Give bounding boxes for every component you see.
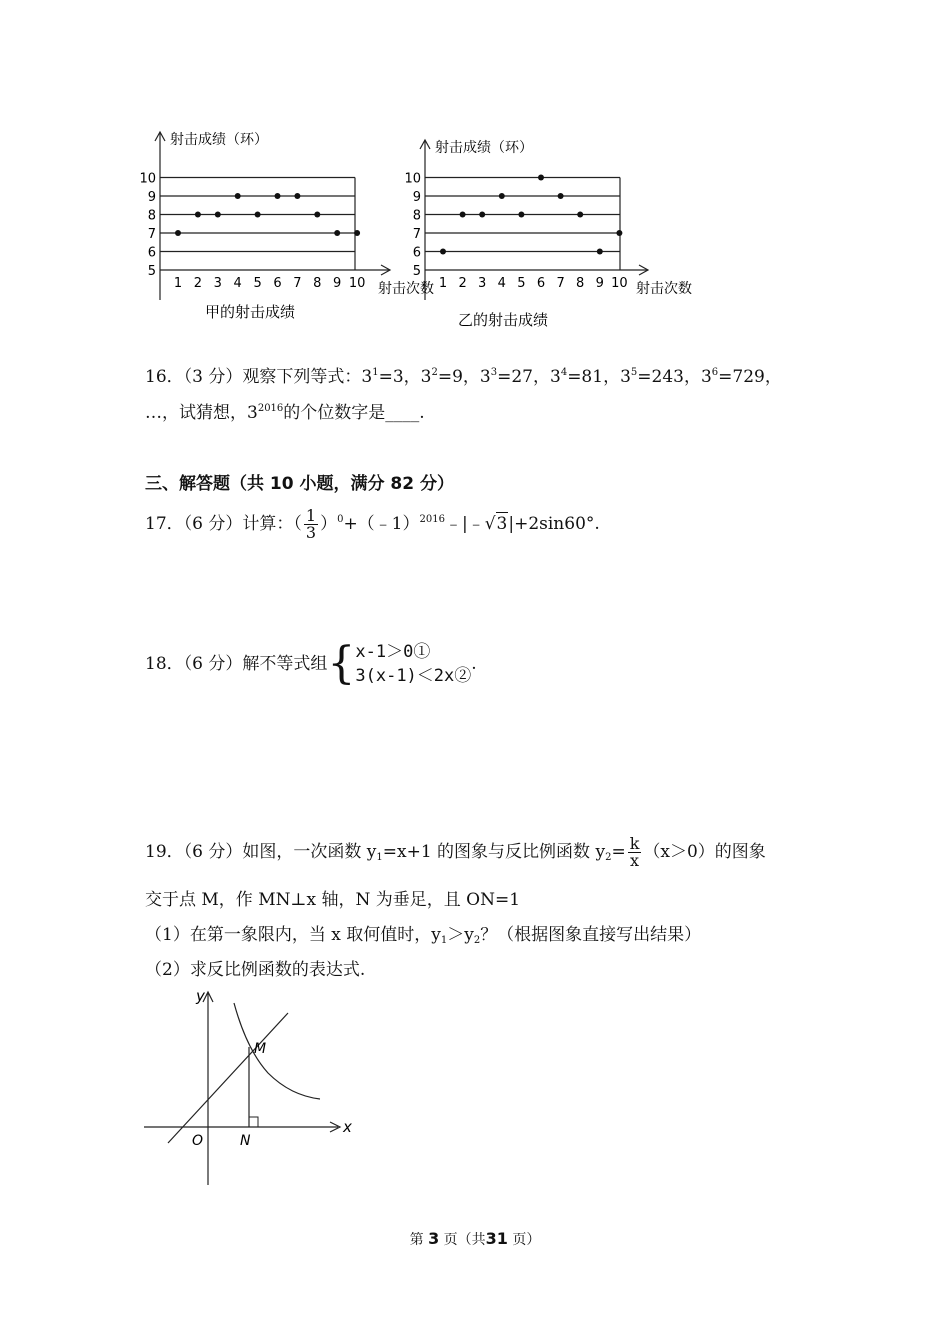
point-n-label: N bbox=[240, 1133, 251, 1149]
data-point bbox=[597, 249, 603, 255]
data-point bbox=[460, 212, 466, 218]
question-16: 16．（3 分）观察下列等式：$3^1=3$，$3^2=9$，$3^3=27$，$3^4=81$，$3^5=243$，$3^6=729$， bbox=[145, 367, 782, 387]
x-tick-label: 8 bbox=[313, 276, 322, 291]
q16-number: 16． bbox=[145, 367, 184, 387]
q17-fraction: $\frac{1}{3}$ bbox=[305, 506, 317, 542]
y-axis-title: 射击成绩（环） bbox=[170, 132, 268, 148]
q19-part1: （1）在第一象限内，当 x 取何值时，$y_1>y_2$？（根据图象直接写出结果） bbox=[145, 925, 702, 946]
q19-fraction: $\frac{k}{x}$ bbox=[629, 834, 640, 870]
question-16-line2 bbox=[145, 398, 425, 424]
x-tick-label: 5 bbox=[253, 276, 262, 291]
question-18: 18．（6 分）解不等式组{ x-1＞0① 3(x-1)＜2x② . bbox=[145, 638, 477, 689]
x-tick-label: 2 bbox=[193, 276, 203, 291]
page-total: 31 bbox=[485, 1229, 508, 1248]
data-point bbox=[314, 212, 320, 218]
y-tick-label: 6 bbox=[147, 245, 156, 261]
page-footer: 第 3 页（共31 页） bbox=[409, 1229, 541, 1248]
data-point bbox=[499, 193, 505, 199]
x-tick-label: 10 bbox=[611, 276, 628, 291]
data-point bbox=[195, 212, 201, 218]
data-point bbox=[440, 249, 446, 255]
y-tick-label: 9 bbox=[412, 190, 421, 205]
q17-number: 17． bbox=[145, 514, 184, 534]
data-point bbox=[479, 212, 485, 218]
x-tick-label: 5 bbox=[517, 276, 526, 291]
q19-number: 19． bbox=[145, 842, 184, 862]
x-tick-label: 4 bbox=[497, 276, 506, 291]
q18-number: 18． bbox=[145, 654, 184, 674]
y-tick-label: 7 bbox=[147, 227, 156, 242]
data-point bbox=[294, 193, 300, 199]
data-point bbox=[255, 212, 261, 218]
x-axis-title: 射击次数 bbox=[378, 281, 434, 297]
x-tick-label: 2 bbox=[458, 276, 467, 291]
data-point bbox=[538, 175, 544, 181]
question-19: 19．（6 分）如图，一次函数 $y_1=x+1$ 的图象与反比例函数 $y_2=$ $\frac{k}{x}$ （x＞0）的图象 bbox=[145, 834, 766, 870]
data-point bbox=[215, 212, 221, 218]
y-tick-label: 8 bbox=[412, 208, 421, 224]
q19-part2: （2）求反比例函数的表达式. bbox=[145, 960, 366, 980]
x-tick-label: 7 bbox=[556, 276, 565, 291]
shooting-charts bbox=[0, 0, 950, 340]
y-tick-label: 7 bbox=[412, 227, 421, 242]
q16-points: （3 分）观察下列等式： bbox=[183, 367, 362, 387]
chart-caption: 乙的射击成绩 bbox=[458, 311, 549, 329]
chart-caption: 甲的射击成绩 bbox=[205, 303, 296, 321]
x-tick-label: 9 bbox=[333, 276, 342, 291]
page-number: 3 bbox=[428, 1229, 440, 1248]
question-17: 17．（6 分）计算：（ $\frac{1}{3}$ ）$^0$+（﹣1）$^{2016}$﹣|﹣√3|+2sin60°. bbox=[145, 506, 600, 542]
data-point bbox=[275, 193, 281, 199]
data-point bbox=[518, 212, 524, 218]
x-tick-label: 1 bbox=[438, 276, 448, 291]
data-point bbox=[175, 230, 181, 236]
x-tick-label: 3 bbox=[213, 276, 222, 291]
x-tick-label: 4 bbox=[233, 276, 242, 291]
x-axis-label: x bbox=[343, 1118, 352, 1136]
data-point bbox=[334, 230, 340, 236]
q16-text-b: 的个位数字是____. bbox=[283, 403, 425, 423]
y-tick-label: 5 bbox=[412, 264, 421, 279]
y-axis-label: y bbox=[196, 987, 205, 1005]
y-tick-label: 5 bbox=[147, 264, 156, 279]
q16-exponent: 2016 bbox=[257, 403, 284, 414]
y-tick-label: 9 bbox=[147, 190, 156, 205]
x-tick-label: 6 bbox=[536, 276, 546, 291]
origin-label: O bbox=[192, 1133, 204, 1149]
chart-jia bbox=[139, 131, 434, 321]
x-tick-label: 3 bbox=[478, 276, 487, 291]
q16-text-a: …，试猜想，3 bbox=[145, 403, 258, 423]
y-tick-label: 10 bbox=[139, 171, 156, 187]
chart-yi bbox=[404, 139, 692, 329]
q19-line2: 交于点 M，作 MN⊥x 轴，N 为垂足，且 ON=1 bbox=[145, 890, 521, 910]
y-tick-label: 10 bbox=[404, 171, 421, 187]
data-point bbox=[616, 230, 622, 236]
x-tick-label: 6 bbox=[273, 276, 282, 291]
data-point bbox=[577, 212, 583, 218]
point-m-label: M bbox=[254, 1041, 267, 1057]
q19-figure bbox=[140, 985, 370, 1190]
y-tick-label: 6 bbox=[412, 245, 421, 261]
x-tick-label: 1 bbox=[173, 276, 183, 291]
section-title: 三、解答题（共 10 小题，满分 82 分） bbox=[145, 474, 454, 494]
y-tick-label: 8 bbox=[147, 208, 156, 224]
data-point bbox=[235, 193, 241, 199]
q18-points: （6 分）解不等式组 bbox=[183, 654, 328, 674]
data-point bbox=[558, 193, 564, 199]
x-tick-label: 10 bbox=[348, 276, 366, 291]
q17-points: （6 分）计算： bbox=[183, 514, 294, 534]
x-axis-title: 射击次数 bbox=[636, 281, 692, 297]
x-tick-label: 7 bbox=[293, 276, 302, 291]
data-point bbox=[354, 230, 360, 236]
q17-radicand: 3 bbox=[496, 514, 508, 534]
inequality-system: x-1＞0① 3(x-1)＜2x② bbox=[355, 642, 472, 686]
x-tick-label: 8 bbox=[576, 276, 585, 291]
x-tick-label: 9 bbox=[595, 276, 604, 291]
y-axis-title: 射击成绩（环） bbox=[435, 140, 533, 156]
